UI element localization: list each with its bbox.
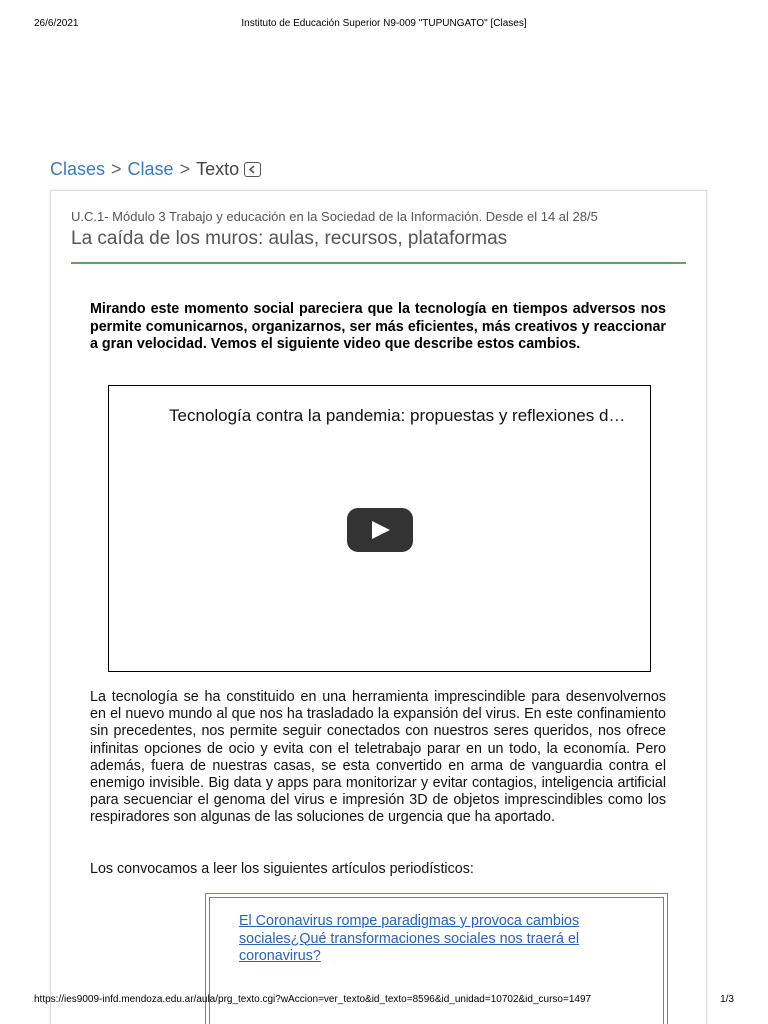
breadcrumb-clase-link[interactable]: Clase [127, 159, 174, 179]
breadcrumb-clases-link[interactable]: Clases [50, 159, 106, 179]
print-footer [0, 994, 768, 1008]
back-arrow-icon[interactable] [244, 162, 261, 177]
title-divider [71, 262, 686, 264]
play-icon [372, 521, 390, 539]
breadcrumb-separator: > [111, 159, 122, 179]
articles-intro: Los convocamos a leer los siguientes artículos periodísticos: [90, 861, 474, 877]
breadcrumb-current: Texto [196, 159, 240, 179]
video-embed[interactable] [108, 385, 651, 672]
module-label: U.C.1- Módulo 3 Trabajo y educación en la Sociedad de la Información. Desde el 14 al 28/5 [71, 209, 598, 224]
print-url: https://ies9009-infd.mendoza.edu.ar/aula/prg_texto.cgi?wAccion=ver_texto&id_texto=8596&id_unidad=10702&id_curso=1497 [34, 994, 592, 1005]
breadcrumb [50, 159, 261, 180]
article-link[interactable]: El Coronavirus rompe paradigmas y provoca cambios sociales¿Qué transformaciones sociales nos traerá el coronavirus? [239, 913, 580, 964]
print-header [0, 18, 768, 32]
content-card [50, 190, 707, 1024]
breadcrumb-separator: > [179, 159, 191, 179]
play-button[interactable] [347, 508, 413, 552]
intro-paragraph: Mirando este momento social pareciera que la tecnología en tiempos adversos nos permite comunicarnos, organizarnos, ser más eficientes, más creativos y reaccionar a gran velocidad. Vemos el siguiente video que describe estos cambios. [90, 301, 666, 352]
body-paragraph: La tecnología se ha constituido en una herramienta imprescindible para desenvolvernos en el nuevo mundo al que nos ha trasladado la expansión del virus. En este confinamiento sin precedentes, nos permite seguir conectados con nuestros seres queridos, nos ofrece infinitas opciones de ocio y evita con el teletrabajo parar en un todo, la economía. Pero además, fuera de nuestras casas, se esta convertido en arma de vanguardia contra el enemigo invisible. Big data y apps para monitorizar y evitar contagios, inteligencia artificial para secuenciar el genoma del virus e impresión 3D de objetos imprescindibles como los respiradores son algunas de las soluciones de urgencia que ha aportado. [90, 689, 666, 826]
lesson-header [71, 209, 686, 264]
video-title[interactable]: Tecnología contra la pandemia: propuestas y reflexiones d… [169, 406, 626, 425]
print-date: 26/6/2021 [34, 18, 79, 29]
print-title: Instituto de Educación Superior N9-009 "TUPUNGATO" [Clases] [241, 18, 527, 29]
page-number: 1/3 [720, 994, 734, 1005]
lesson-title: La caída de los muros: aulas, recursos, plataformas [71, 228, 508, 249]
